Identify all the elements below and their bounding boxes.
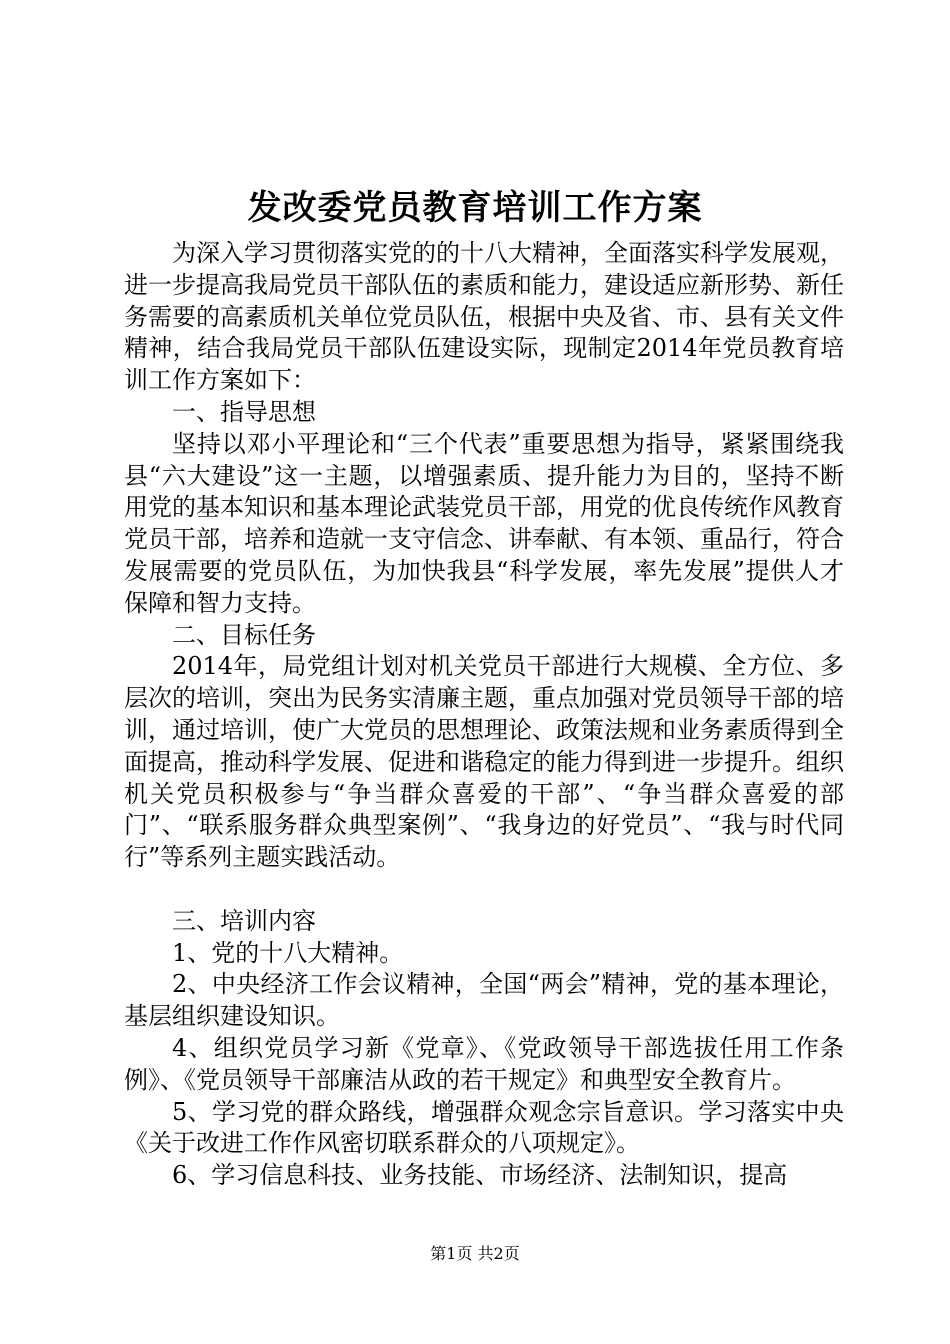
content-item-1: 1、党的十八大精神。 xyxy=(172,938,404,967)
content-item-2: 2、中央经济工作会议精神，全国“两会”精神，党的基本理论，基层组织建设知识。 xyxy=(124,970,844,1031)
page-footer: 第1页 共2页 xyxy=(430,1244,520,1263)
document-title: 发改委党员教育培训工作方案 xyxy=(247,188,703,228)
section-heading-goals: 二、目标任务 xyxy=(172,620,316,649)
intro-paragraph: 为深入学习贯彻落实党的的十八大精神，全面落实科学发展观，进一步提高我局党员干部队伍的素质和能力，建设适应新形势、新任务需要的高素质机关单位党员队伍，根据中央及省、市、县有关文件精神，结合我局党员干部队伍建设实际，现制定2014年党员教育培训工作方案如下： xyxy=(124,239,844,395)
content-item-5: 5、学习党的群众路线，增强群众观念宗旨意识。学习落实中央《关于改进工作作风密切联系群众的八项规定》。 xyxy=(124,1097,844,1158)
section-heading-training-content: 三、培训内容 xyxy=(172,906,316,935)
guiding-ideology-paragraph: 坚持以邓小平理论和“三个代表”重要思想为指导，紧紧围绕我县“六大建设”这一主题，以增强素质、提升能力为目的，坚持不断用党的基本知识和基本理论武装党员干部，用党的优良传统作风教育党员干部，培养和造就一支守信念、讲奉献、有本领、重品行，符合发展需要的党员队伍，为加快我县“科学发展，率先发展”提供人才保障和智力支持。 xyxy=(124,429,844,617)
content-item-6: 6、学习信息科技、业务技能、市场经济、法制知识，提高 xyxy=(172,1161,788,1190)
document-body xyxy=(124,238,844,1192)
goals-paragraph: 2014年，局党组计划对机关党员干部进行大规模、全方位、多层次的培训，突出为民务实清廉主题，重点加强对党员领导干部的培训，通过培训，使广大党员的思想理论、政策法规和业务素质得到全面提高，推动科学发展、促进和谐稳定的能力得到进一步提升。组织机关党员积极参与“争当群众喜爱的干部”、“争当群众喜爱的部门”、“联系服务群众典型案例”、“我身边的好党员”、“我与时代同行”等系列主题实践活动。 xyxy=(124,652,844,872)
section-heading-guiding-ideology: 一、指导思想 xyxy=(172,397,316,426)
blank-line xyxy=(124,874,844,906)
content-item-4: 4、组织党员学习新《党章》、《党政领导干部选拔任用工作条例》、《党员领导干部廉洁从政的若干规定》和典型安全教育片。 xyxy=(124,1033,844,1094)
